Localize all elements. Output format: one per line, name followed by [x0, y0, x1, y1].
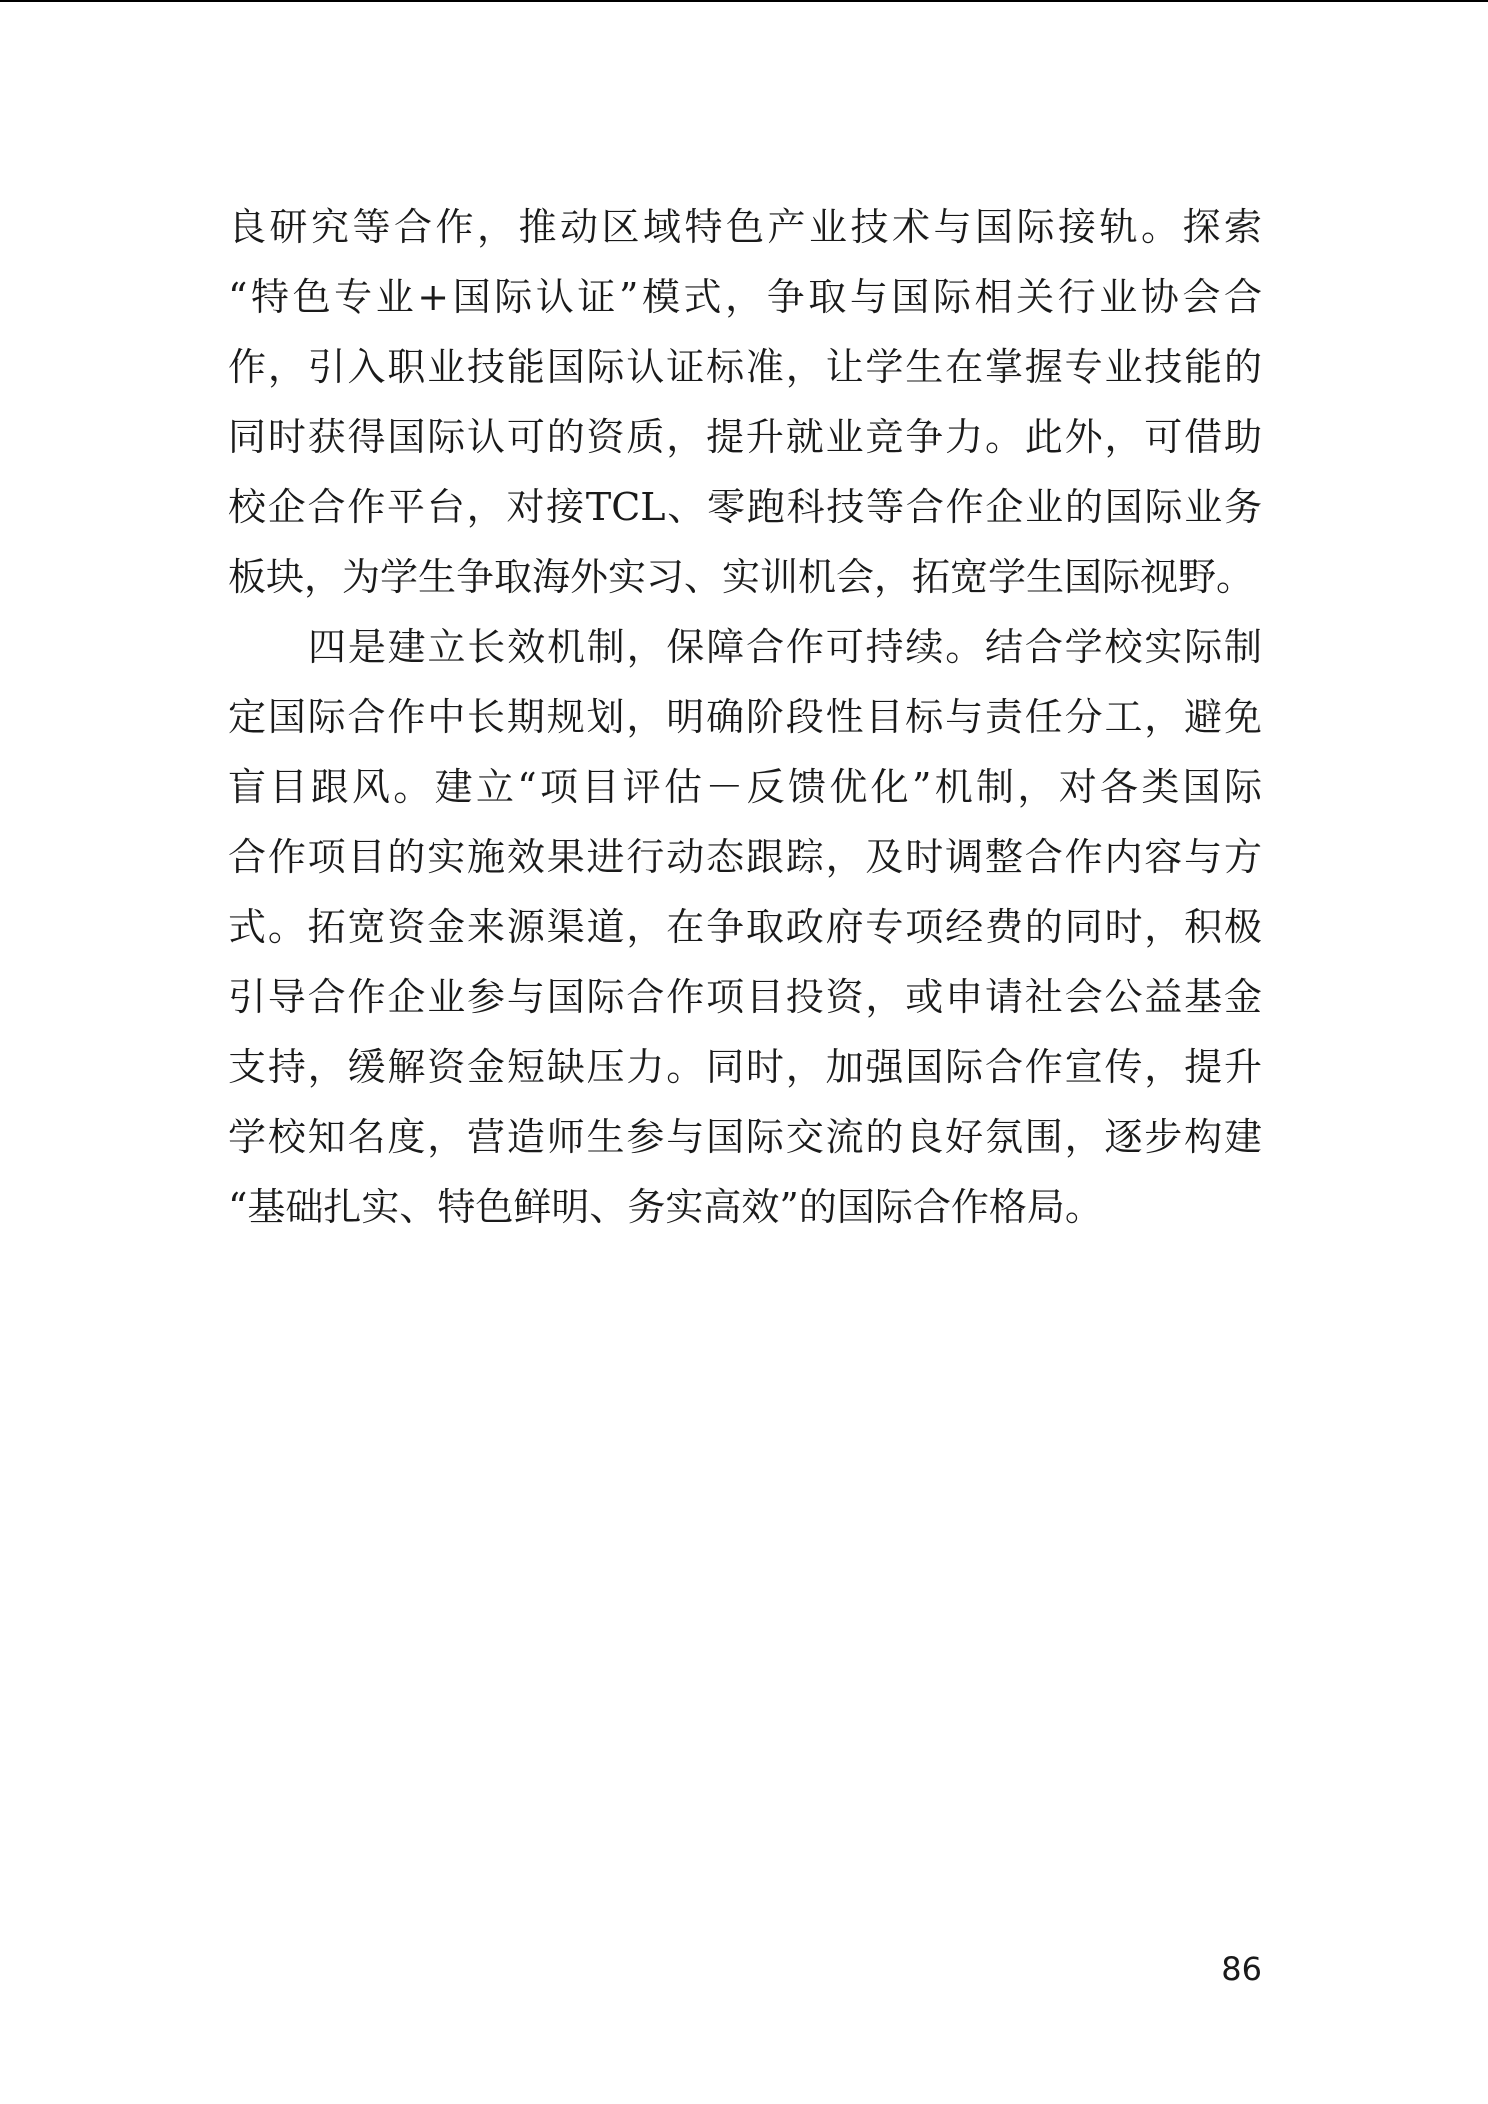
text-line: 学校知名度，营造师生参与国际交流的良好氛围，逐步构建 — [228, 1115, 1262, 1159]
paragraph-fourth-point — [228, 612, 1262, 1242]
text-line: 合作项目的实施效果进行动态跟踪，及时调整合作内容与方 — [228, 835, 1262, 879]
text-line: 引导合作企业参与国际合作项目投资，或申请社会公益基金 — [228, 975, 1262, 1019]
paragraph-continued — [228, 192, 1262, 612]
text-line: 式。拓宽资金来源渠道，在争取政府专项经费的同时，积极 — [228, 905, 1262, 949]
text-line: 定国际合作中长期规划，明确阶段性目标与责任分工，避免 — [228, 695, 1262, 739]
text-line: “基础扎实、特色鲜明、务实高效”的国际合作格局。 — [228, 1185, 1103, 1229]
text-line: 板块，为学生争取海外实习、实训机会，拓宽学生国际视野。 — [228, 555, 1255, 599]
text-line: 良研究等合作，推动区域特色产业技术与国际接轨。探索 — [228, 205, 1262, 249]
text-line: 作，引入职业技能国际认证标准，让学生在掌握专业技能的 — [228, 345, 1262, 389]
text-line: 支持，缓解资金短缺压力。同时，加强国际合作宣传，提升 — [228, 1045, 1262, 1089]
text-line: 同时获得国际认可的资质，提升就业竞争力。此外，可借助 — [228, 415, 1262, 459]
text-line: 校企合作平台，对接TCL、零跑科技等合作企业的国际业务 — [228, 485, 1262, 529]
text-line: 盲目跟风。建立“项目评估－反馈优化”机制，对各类国际 — [228, 765, 1262, 809]
text-line: 四是建立长效机制，保障合作可持续。结合学校实际制 — [308, 625, 1262, 669]
body-text — [228, 192, 1262, 1242]
page-top-border — [0, 0, 1488, 2]
page-number: 86 — [1221, 1950, 1262, 1988]
text-line: “特色专业+国际认证”模式，争取与国际相关行业协会合 — [228, 275, 1262, 319]
